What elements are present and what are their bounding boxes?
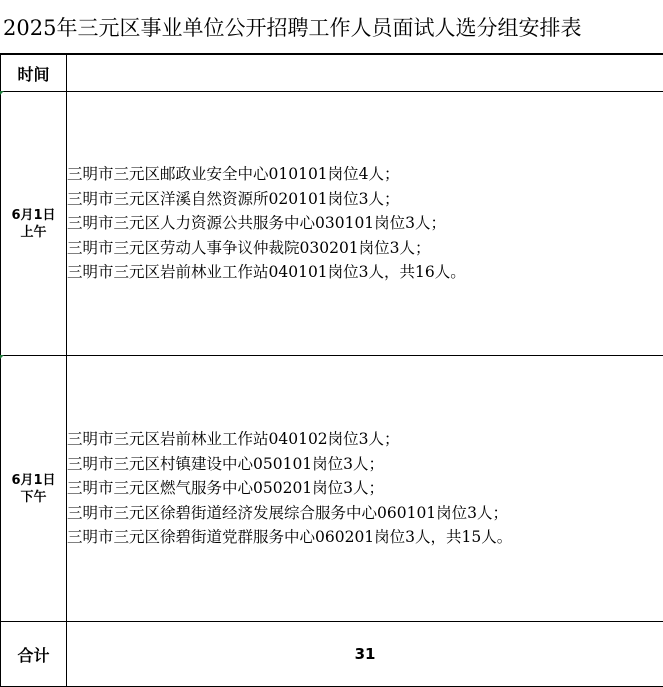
position-line: 三明市三元区徐碧街道党群服务中心060201岗位3人，共15人。: [67, 525, 663, 550]
session-period: 上午: [1, 224, 66, 241]
content-header-cell[interactable]: [67, 55, 663, 92]
position-line: 三明市三元区洋溪自然资源所020101岗位3人；: [67, 187, 663, 212]
position-line: 三明市三元区岩前林业工作站040102岗位3人；: [67, 427, 663, 452]
position-line: 三明市三元区村镇建设中心050101岗位3人；: [67, 452, 663, 477]
position-line: 三明市三元区邮政业安全中心010101岗位4人；: [67, 162, 663, 187]
session-positions-cell[interactable]: [67, 356, 663, 622]
session-row-morning: [1, 92, 663, 356]
session-time-cell[interactable]: [1, 92, 67, 356]
session-time-cell[interactable]: [1, 356, 67, 622]
time-header-cell[interactable]: 时间: [1, 55, 67, 92]
position-line: 三明市三元区劳动人事争议仲裁院030201岗位3人；: [67, 236, 663, 261]
position-line: 三明市三元区燃气服务中心050201岗位3人；: [67, 476, 663, 501]
total-label-cell[interactable]: 合计: [1, 622, 67, 687]
session-date: 6月1日: [1, 207, 66, 224]
schedule-table: [0, 54, 663, 687]
position-line: 三明市三元区人力资源公共服务中心030101岗位3人；: [67, 211, 663, 236]
cell-marker-icon: [0, 91, 4, 95]
session-date: 6月1日: [1, 472, 66, 489]
total-value-cell[interactable]: 31: [67, 622, 663, 687]
total-row: [1, 622, 663, 687]
session-row-afternoon: [1, 356, 663, 622]
session-period: 下午: [1, 489, 66, 506]
position-line: 三明市三元区岩前林业工作站040101岗位3人，共16人。: [67, 260, 663, 285]
position-line: 三明市三元区徐碧街道经济发展综合服务中心060101岗位3人；: [67, 501, 663, 526]
session-positions-cell[interactable]: [67, 92, 663, 356]
cell-marker-icon: [0, 355, 4, 359]
header-row: [1, 55, 663, 92]
table-title: 2025年三元区事业单位公开招聘工作人员面试人选分组安排表: [0, 0, 663, 54]
